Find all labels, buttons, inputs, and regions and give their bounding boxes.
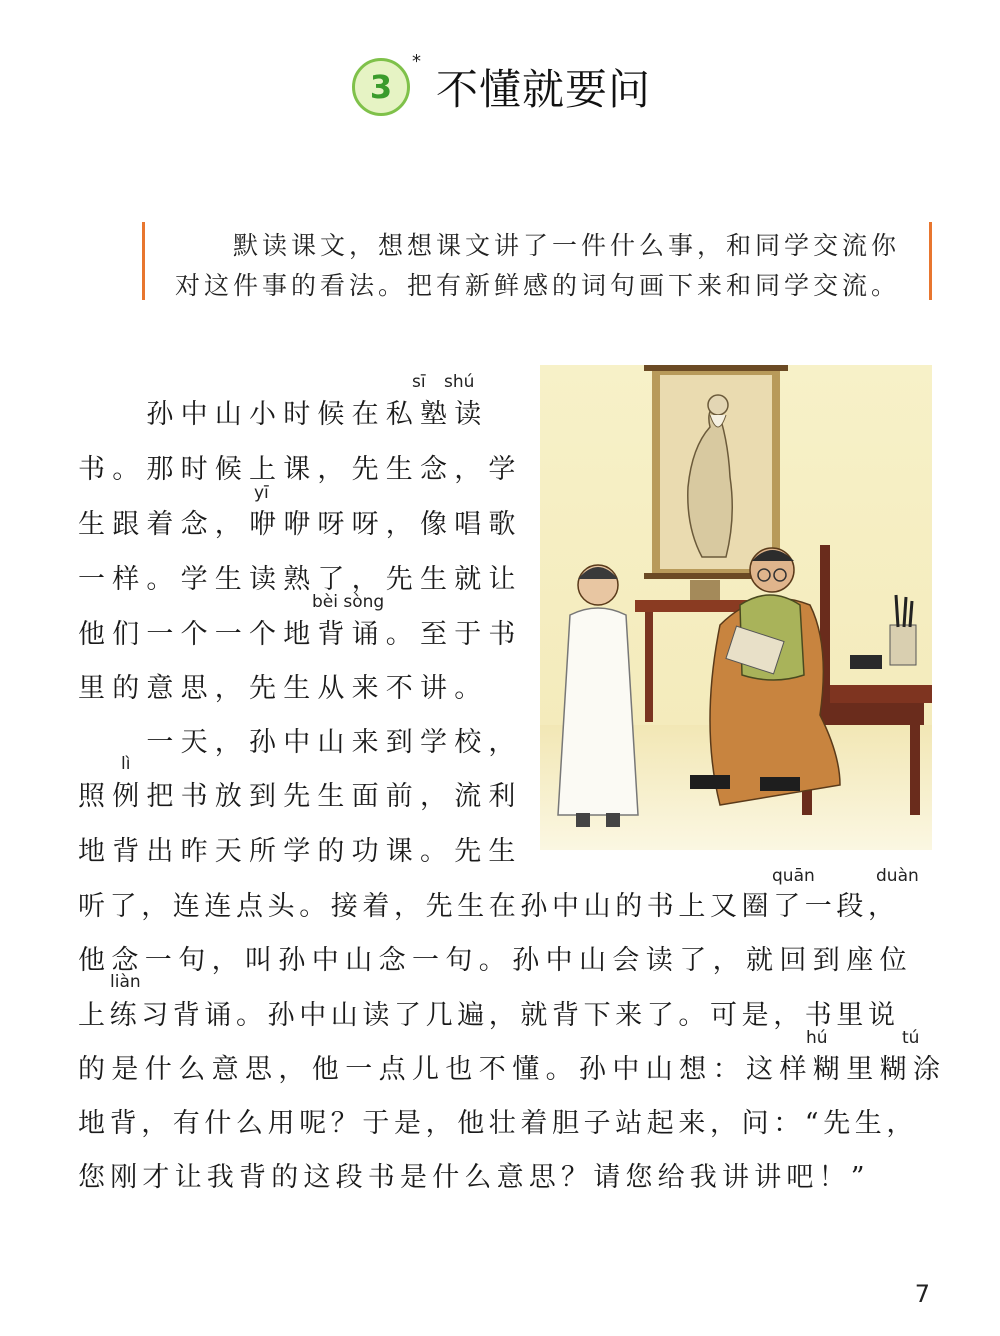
text-line: 生跟着念，咿咿呀呀，像唱歌	[78, 509, 523, 540]
pinyin-annotation: sī	[412, 372, 426, 392]
text-line: 您刚才让我背的这段书是什么意思？请您给我讲讲吧！”	[78, 1162, 870, 1193]
text-line: 他念一句，叫孙中山念一句。孙中山会读了，就回到座位	[78, 945, 913, 976]
text-line: 一样。学生读熟了，先生就让	[78, 564, 523, 595]
reading-guide-box	[142, 222, 932, 300]
pinyin-annotation: tú	[902, 1028, 920, 1048]
pinyin-annotation: lì	[121, 754, 131, 774]
text-line: 听了，连连点头。接着，先生在孙中山的书上又圈了一段，	[78, 891, 900, 922]
text-line: 上练习背诵。孙中山读了几遍，就背下来了。可是，书里说	[78, 1000, 900, 1031]
pinyin-annotation: hú	[806, 1028, 828, 1048]
text-line: 地背，有什么用呢？于是，他壮着胆子站起来，问：“先生，	[78, 1108, 919, 1139]
text-line: 里的意思，先生从来不讲。	[78, 673, 489, 704]
lesson-number-badge: 3	[352, 58, 410, 116]
text-line: 的是什么意思，他一点儿也不懂。孙中山想：这样糊里糊涂	[78, 1054, 947, 1085]
lesson-title: 不懂就要问	[436, 65, 652, 114]
text-line: 一天，孙中山来到学校，	[78, 727, 523, 758]
guide-line-1: 默读课文，想想课文讲了一件什么事，和同学交流你	[233, 231, 901, 260]
pinyin-annotation: shú	[444, 372, 475, 392]
pinyin-annotation: quān	[772, 866, 815, 886]
text-line: 地背出昨天所学的功课。先生	[78, 836, 523, 867]
text-line: 孙中山小时候在私塾读	[78, 399, 489, 430]
teacher-student-illustration	[540, 365, 932, 850]
text-line: 照例把书放到先生面前，流利	[78, 781, 523, 812]
text-line: 他们一个一个地背诵。至于书	[78, 619, 523, 650]
guide-line-2: 对这件事的看法。把有新鲜感的词句画下来和同学交流。	[175, 271, 901, 300]
pinyin-annotation: liàn	[110, 972, 141, 992]
pinyin-annotation: yī	[254, 483, 269, 503]
pinyin-annotation: duàn	[876, 866, 919, 886]
pinyin-annotation: bèi sòng	[312, 592, 385, 612]
text-line: 书。那时候上课，先生念，学	[78, 454, 523, 485]
self-study-star: *	[412, 51, 421, 72]
page-number: 7	[914, 1280, 930, 1308]
